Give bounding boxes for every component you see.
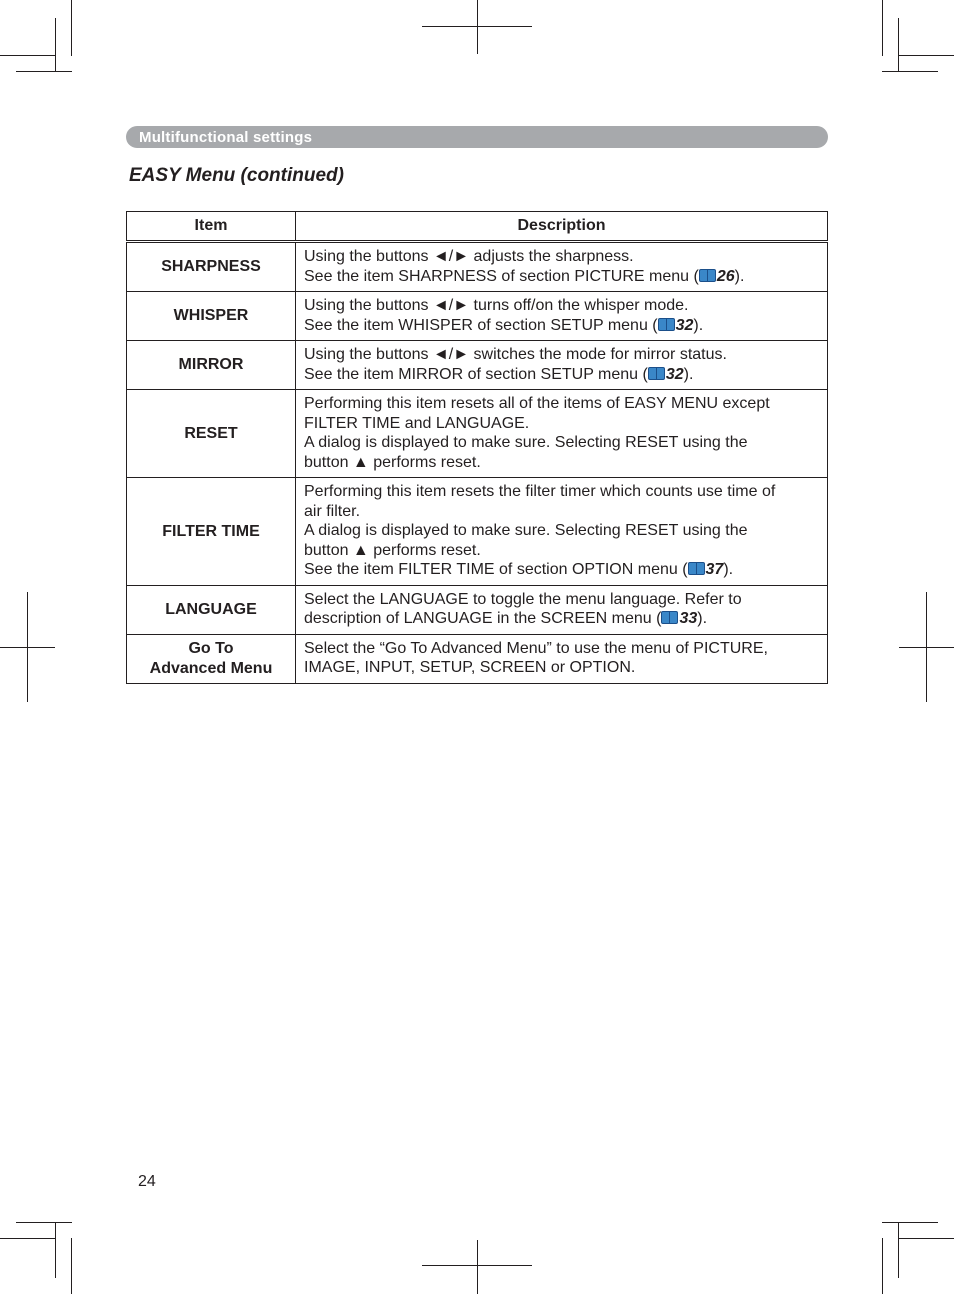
description-text: Select the “Go To Advanced Menu” to use the menu of PICTURE, [304,639,768,657]
page-reference: 26 [716,267,735,285]
table-row [127,341,828,390]
description-cell [296,390,828,478]
book-icon [648,367,665,380]
easy-menu-table [126,211,828,684]
description-text-end: ). [734,267,745,285]
description-line [304,453,819,473]
description-text-end: ). [693,316,704,334]
page-reference: 37 [705,561,724,578]
table-body [127,242,828,684]
description-text: button ▲ performs reset. [304,541,481,559]
page-number: 24 [138,1173,156,1190]
description-text-end: ). [723,561,734,578]
column-header-item: Item [127,212,296,242]
page-reference: 33 [679,610,698,627]
item-name: WHISPER [173,307,249,325]
table-row [127,390,828,478]
description-line [304,590,819,610]
description-cell [296,478,828,586]
book-icon [688,562,705,575]
description-cell [296,634,828,683]
description-line [304,316,819,336]
table-row [127,634,828,683]
item-cell [127,292,296,341]
description-line [304,521,819,541]
item-name: LANGUAGE [165,600,257,618]
item-cell [127,390,296,478]
table-row [127,292,828,341]
table-header-row [127,212,828,242]
item-name: Go To [188,640,234,657]
description-line [304,502,819,522]
table-row [127,478,828,586]
description-line [304,639,819,659]
item-cell [127,341,296,390]
description-text: IMAGE, INPUT, SETUP, SCREEN or OPTION. [304,659,636,676]
description-line [304,414,819,434]
item-name: SHARPNESS [161,258,261,276]
book-icon [661,611,678,624]
description-text: Performing this item resets the filter timer which counts use time of [304,483,776,500]
item-cell [127,634,296,683]
item-name: MIRROR [178,356,244,374]
description-text: See the item WHISPER of section SETUP menu ( [304,316,658,334]
description-text: A dialog is displayed to make sure. Selecting RESET using the [304,522,748,539]
page-reference: 32 [675,316,694,334]
description-line [304,482,819,502]
book-icon [658,318,675,331]
description-line [304,609,819,629]
description-text-end: ). [697,610,708,627]
description-text: button ▲ performs reset. [304,453,481,471]
item-name: Advanced Menu [149,659,273,677]
description-text: A dialog is displayed to make sure. Selecting RESET using the [304,434,748,451]
item-name: RESET [184,424,238,442]
description-cell [296,341,828,390]
description-text: See the item MIRROR of section SETUP menu ( [304,365,648,383]
description-line [304,296,819,316]
description-cell [296,292,828,341]
item-cell [127,478,296,586]
description-line [304,541,819,561]
description-line [304,345,819,365]
description-cell [296,585,828,634]
section-label: Multifunctional settings [139,129,313,146]
section-bar [126,126,828,148]
description-line [304,394,819,414]
description-text-end: ). [683,365,694,383]
description-text: See the item SHARPNESS of section PICTURE menu ( [304,267,699,285]
description-line [304,267,819,287]
description-line [304,658,819,678]
description-line [304,365,819,385]
description-text: Using the buttons ◄/► adjusts the sharpness. [304,248,634,265]
description-text: Performing this item resets all of the items of EASY MENU except [304,395,770,412]
column-header-description: Description [296,212,828,242]
description-cell [296,242,828,292]
item-name: FILTER TIME [162,522,260,540]
description-line [304,560,819,580]
description-text: Using the buttons ◄/► turns off/on the whisper mode. [304,297,689,314]
table-row [127,242,828,292]
description-line [304,247,819,267]
description-line [304,433,819,453]
description-text: Select the LANGUAGE to toggle the menu language. Refer to [304,590,742,608]
page-reference: 32 [665,365,684,383]
description-text: Using the buttons ◄/► switches the mode for mirror status. [304,346,727,363]
page-title: EASY Menu (continued) [129,165,344,186]
item-cell [127,585,296,634]
table-row [127,585,828,634]
description-text: description of LANGUAGE in the SCREEN menu ( [304,610,662,627]
description-text: air filter. [304,502,361,520]
item-cell [127,242,296,292]
description-text: See the item FILTER TIME of section OPTION menu ( [304,561,688,578]
description-text: FILTER TIME and LANGUAGE. [304,414,530,432]
book-icon [699,269,716,282]
